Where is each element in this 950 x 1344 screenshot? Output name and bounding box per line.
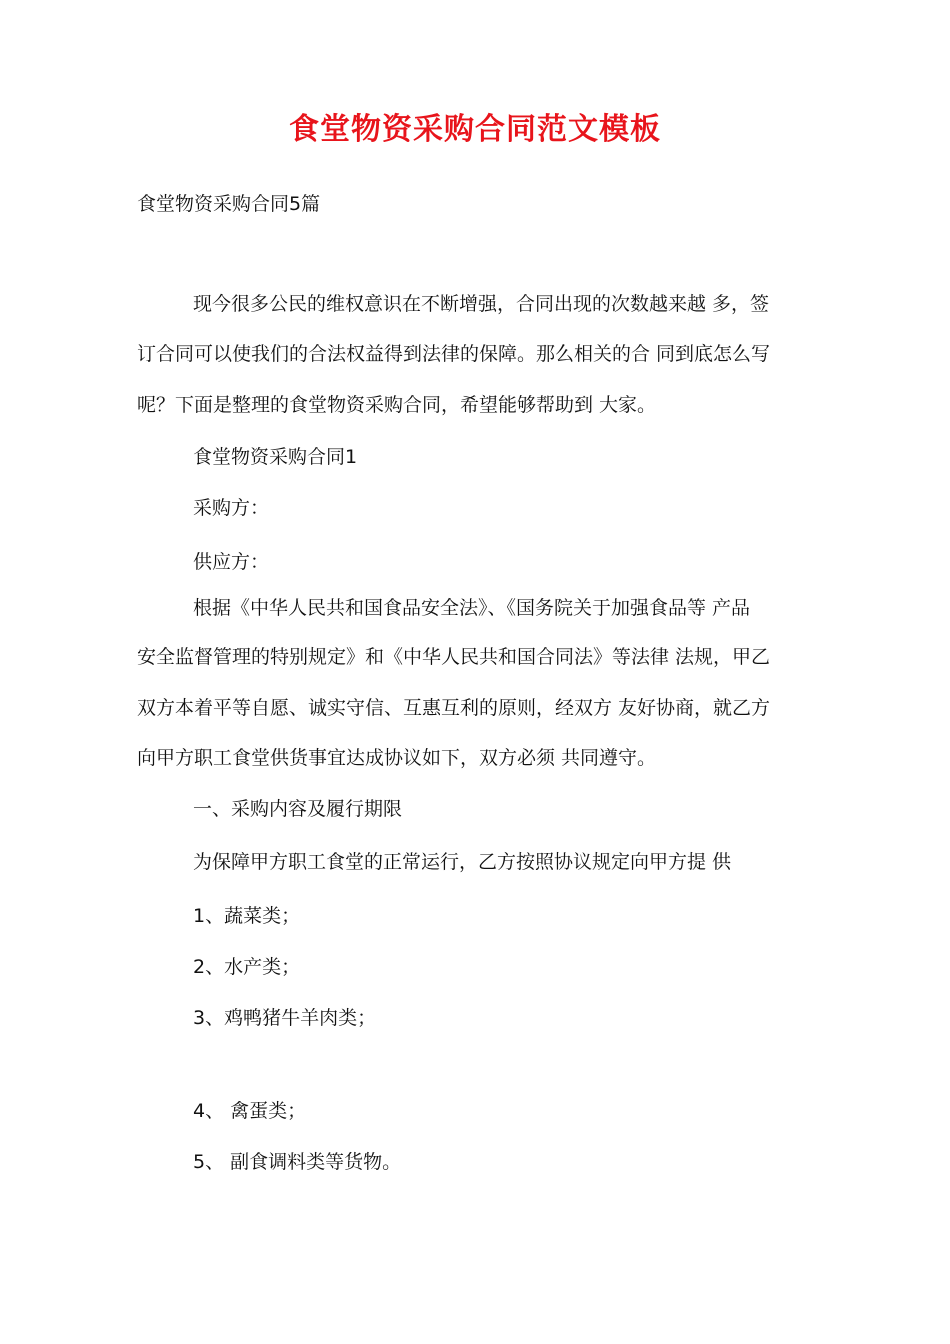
basis-line-2: 安全监督管理的特别规定》和《中华人民共和国合同法》等法律 法规，甲乙 — [137, 646, 771, 668]
document-subtitle: 食堂物资采购合同5篇 — [137, 193, 321, 215]
list-item: 5、 副食调料类等货物。 — [193, 1151, 402, 1173]
basis-line-1: 根据《中华人民共和国食品安全法》、《国务院关于加强食品等 产品 — [193, 597, 751, 619]
list-item: 3、鸡鸭猪牛羊肉类； — [193, 1007, 377, 1029]
list-item: 1、蔬菜类； — [193, 905, 301, 927]
basis-line-4: 向甲方职工食堂供货事宜达成协议如下，双方必须 共同遵守。 — [137, 747, 657, 769]
intro-line-3: 呢？下面是整理的食堂物资采购合同，希望能够帮助到 大家。 — [137, 394, 657, 416]
supplier-label: 供应方： — [193, 551, 270, 573]
intro-line-2: 订合同可以使我们的合法权益得到法律的保障。那么相关的合 同到底怎么写 — [137, 343, 771, 365]
section1-intro: 为保障甲方职工食堂的正常运行，乙方按照协议规定向甲方提 供 — [193, 851, 732, 873]
section1-heading: 一、采购内容及履行期限 — [193, 798, 403, 820]
intro-line-1: 现今很多公民的维权意识在不断增强，合同出现的次数越来越 多，签 — [193, 293, 770, 315]
list-item: 2、水产类； — [193, 956, 301, 978]
basis-line-3: 双方本着平等自愿、诚实守信、互惠互利的原则，经双方 友好协商，就乙方 — [137, 697, 771, 719]
buyer-label: 采购方： — [193, 497, 270, 519]
contract-heading: 食堂物资采购合同1 — [193, 446, 358, 468]
document-title: 食堂物资采购合同范文模板 — [289, 112, 661, 147]
list-item: 4、 禽蛋类； — [193, 1100, 307, 1122]
